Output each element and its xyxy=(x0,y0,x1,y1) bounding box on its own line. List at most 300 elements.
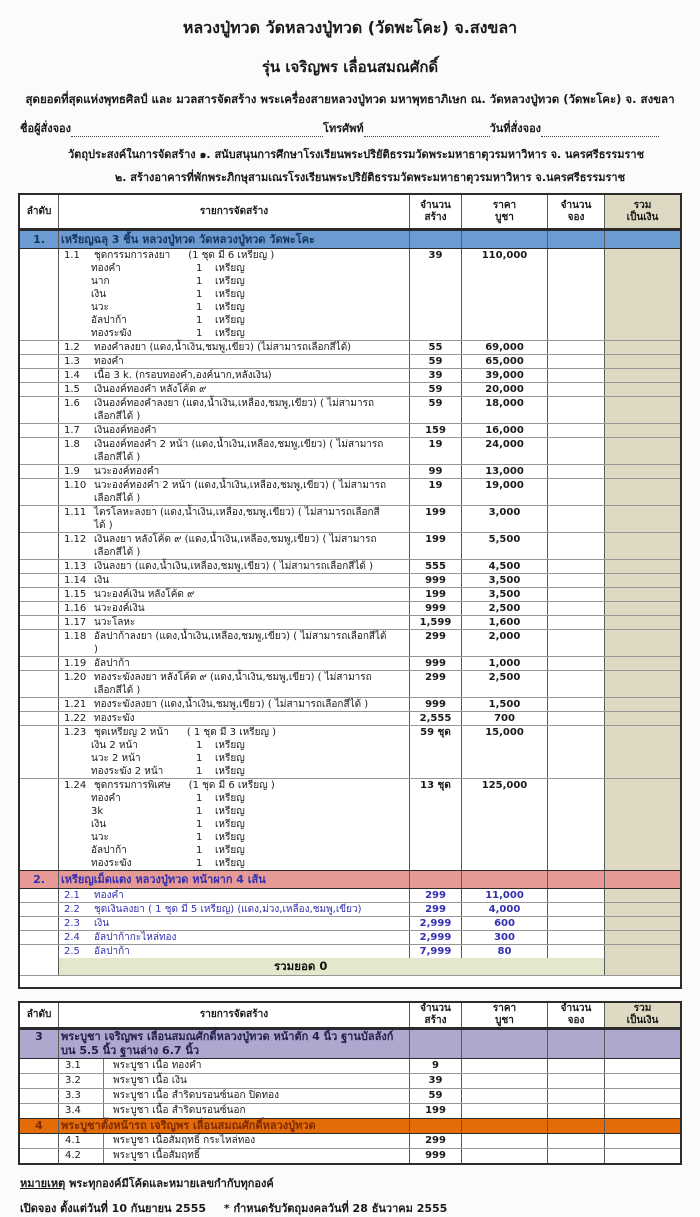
quantity-ordered-cell[interactable] xyxy=(548,506,605,532)
item-cell xyxy=(59,602,410,615)
item-cell xyxy=(59,671,410,697)
section1-title: เหรียญฉลุ 3 ชิ้น หลวงปู่ทวด วัดหลวงปู่ทวด วัดพะโคะ xyxy=(59,231,410,248)
quantity-ordered-cell[interactable] xyxy=(548,465,605,478)
quantity-ordered-cell[interactable] xyxy=(548,698,605,711)
total-amount-cell[interactable] xyxy=(605,560,680,573)
sub-item-name: ทองคำ xyxy=(91,263,121,274)
table-row xyxy=(20,630,680,657)
sub-item-line xyxy=(61,739,407,752)
total-amount-cell[interactable] xyxy=(605,712,680,725)
row-number: 1.22 xyxy=(64,713,87,724)
sub-item-name: ทองระฆัง xyxy=(91,858,132,869)
index-cell xyxy=(20,602,59,615)
quantity-ordered-cell[interactable] xyxy=(548,1074,605,1088)
item-cell xyxy=(59,424,410,437)
price-cell: 4,000 xyxy=(462,903,548,916)
row-number: 2.3 xyxy=(64,918,80,929)
total-amount-cell[interactable] xyxy=(605,1149,680,1163)
note-text: พระทุกองค์มีโค้ดและหมายเลขกำกับทุกองค์ xyxy=(69,1177,274,1190)
index-cell xyxy=(20,1134,59,1148)
purpose-line-1: วัตถุประสงค์ในการจัดสร้าง ๑. สนับสนุนการศึกษาโรงเรียนพระปริยัติธรรมวัดพระมหาธาตุวรมหาวิหาร จ. นครศรีธรรมราช xyxy=(68,148,645,161)
row-number: 3.1 xyxy=(61,1059,104,1073)
row-number: 1.5 xyxy=(64,384,80,395)
item-cell xyxy=(59,1134,410,1148)
col-header-price: ราคา บูชา xyxy=(462,1003,548,1027)
sub-item-line xyxy=(61,831,407,844)
total-amount-cell[interactable] xyxy=(605,671,680,697)
quantity-ordered-cell[interactable] xyxy=(548,671,605,697)
table-row xyxy=(20,588,680,602)
item-description: นวะองค์ทองคำ 2 หน้า (แดง,น้ำเงิน,เหลือง,ชมพู,เขียว) ( ไม่สามารถเลือกสีได้ ) xyxy=(94,480,387,504)
index-cell xyxy=(20,1059,59,1073)
sub-item-line xyxy=(61,805,407,818)
quantity-made-cell: 19 xyxy=(410,438,462,464)
sub-item-qty: 1 xyxy=(196,845,203,856)
col-header-total: รวม เป็นเงิน xyxy=(605,1003,680,1027)
order-info-line xyxy=(20,119,680,137)
item-cell xyxy=(59,560,410,573)
item-cell xyxy=(59,779,410,870)
quantity-ordered-cell[interactable] xyxy=(548,533,605,559)
sub-item-line xyxy=(61,288,407,301)
quantity-made-cell: 199 xyxy=(410,588,462,601)
total-amount-cell[interactable] xyxy=(605,958,680,975)
quantity-ordered-cell[interactable] xyxy=(548,779,605,870)
row-number: 1.24 xyxy=(64,780,87,791)
section4-title: พระบูชาตั้งหน้ารถ เจริญพร เลื่อนสมณศักดิ์หลวงปู่ทวด xyxy=(59,1119,410,1133)
total-amount-cell[interactable] xyxy=(605,465,680,478)
quantity-ordered-cell[interactable] xyxy=(548,945,605,958)
quantity-ordered-cell[interactable] xyxy=(548,383,605,396)
table-row xyxy=(20,1134,680,1149)
row-number: 1.13 xyxy=(64,561,87,572)
sub-item-qty: 1 xyxy=(196,832,203,843)
total-amount-cell[interactable] xyxy=(605,588,680,601)
sub-item-qty: 1 xyxy=(196,766,203,777)
price-cell: 1,600 xyxy=(462,616,548,629)
quantity-made-cell: 299 xyxy=(410,1134,462,1148)
index-cell xyxy=(20,397,59,423)
quantity-made-cell: 999 xyxy=(410,574,462,587)
sub-item-unit: เหรียญ xyxy=(215,806,245,817)
price-cell: 18,000 xyxy=(462,397,548,423)
index-cell xyxy=(20,958,59,975)
sub-item-line xyxy=(61,818,407,831)
table-row xyxy=(20,889,680,903)
index-cell xyxy=(20,369,59,382)
purpose-line-2: ๒. สร้างอาคารที่พักพระภิกษุสามเณรโรงเรียนพระปริยัติธรรมวัดพระมหาธาตุวรมหาวิหาร จ.นครศรีธรรมราช xyxy=(115,171,626,184)
row-number: 4.1 xyxy=(61,1134,104,1148)
quantity-ordered-cell[interactable] xyxy=(548,438,605,464)
section4-header-row xyxy=(20,1118,680,1134)
total-amount-cell[interactable] xyxy=(605,1134,680,1148)
quantity-made-cell: 299 xyxy=(410,671,462,697)
row-number: 3.2 xyxy=(61,1074,104,1088)
sub-items xyxy=(61,792,407,870)
col-header-order: จำนวน จอง xyxy=(548,195,605,228)
sub-item-line xyxy=(61,262,407,275)
col-header-order: จำนวน จอง xyxy=(548,1003,605,1027)
quantity-ordered-cell[interactable] xyxy=(548,341,605,354)
total-amount-cell[interactable] xyxy=(605,616,680,629)
total-amount-cell[interactable] xyxy=(605,917,680,930)
index-cell xyxy=(20,726,59,778)
row-number: 1.20 xyxy=(64,672,87,683)
item-cell xyxy=(59,369,410,382)
table-row xyxy=(20,383,680,397)
total-amount-cell[interactable] xyxy=(605,698,680,711)
item-note: ( 1 ชุด มี 3 เหรียญ ) xyxy=(186,727,277,738)
item-cell xyxy=(59,355,410,368)
item-description: เงินองค์ทองคำลงยา (แดง,น้ำเงิน,เหลือง,ชมพู,เขียว) ( ไม่สามารถเลือกสีได้ ) xyxy=(94,398,375,422)
price-cell: 20,000 xyxy=(462,383,548,396)
total-amount-cell[interactable] xyxy=(605,479,680,505)
table-row xyxy=(20,657,680,671)
total-amount-cell[interactable] xyxy=(605,1104,680,1118)
total-amount-cell[interactable] xyxy=(605,249,680,340)
sub-item-qty: 1 xyxy=(196,315,203,326)
sub-item-qty: 1 xyxy=(196,793,203,804)
quantity-ordered-cell[interactable] xyxy=(548,424,605,437)
sub-item-unit: เหรียญ xyxy=(215,289,245,300)
item-description: นวะองค์ทองคำ xyxy=(94,466,160,477)
row-number: 1.23 xyxy=(64,727,87,738)
quantity-ordered-cell[interactable] xyxy=(548,602,605,615)
quantity-ordered-cell[interactable] xyxy=(548,726,605,778)
item-description: เงินลงยา (แดง,น้ำเงิน,เหลือง,ชมพู,เขียว) ( ไม่สามารถเลือกสีได้ ) xyxy=(94,561,373,572)
sub-items xyxy=(61,739,407,778)
sub-item-unit: เหรียญ xyxy=(215,858,245,869)
sub-items xyxy=(61,262,407,340)
quantity-made-cell: 2,555 xyxy=(410,712,462,725)
sub-item-name: นาก xyxy=(91,276,110,287)
sub-item-qty: 1 xyxy=(196,289,203,300)
item-description: พระบูชา เนื้อสัมฤทธิ์ xyxy=(113,1150,200,1161)
total-amount-cell[interactable] xyxy=(605,1059,680,1073)
item-cell xyxy=(59,588,410,601)
item-cell xyxy=(59,1104,410,1118)
item-cell xyxy=(59,657,410,670)
quantity-made-cell: 59 xyxy=(410,397,462,423)
quantity-ordered-cell[interactable] xyxy=(548,903,605,916)
total-amount-cell[interactable] xyxy=(605,383,680,396)
total-amount-cell[interactable] xyxy=(605,369,680,382)
spacer-row xyxy=(20,976,680,987)
item-cell xyxy=(59,479,410,505)
sub-item-unit: เหรียญ xyxy=(215,740,245,751)
table-row xyxy=(20,1104,680,1118)
sub-item-qty: 1 xyxy=(196,263,203,274)
quantity-ordered-cell[interactable] xyxy=(548,249,605,340)
price-cell: 1,000 xyxy=(462,657,548,670)
row-number: 1.12 xyxy=(64,534,87,545)
item-description: ทองคำ xyxy=(94,890,124,901)
col-header-total: รวม เป็นเงิน xyxy=(605,195,680,228)
sub-item-name: อัลปาก้า xyxy=(91,845,127,856)
total-amount-cell[interactable] xyxy=(605,779,680,870)
table-row xyxy=(20,726,680,779)
table-row xyxy=(20,397,680,424)
price-cell: 13,000 xyxy=(462,465,548,478)
booking-line xyxy=(20,1199,700,1217)
sub-item-name: ทองระฆัง xyxy=(91,328,132,339)
quantity-made-cell: 999 xyxy=(410,698,462,711)
index-cell xyxy=(20,712,59,725)
quantity-made-cell: 59 xyxy=(410,355,462,368)
table-row xyxy=(20,602,680,616)
quantity-made-cell: 999 xyxy=(410,1149,462,1163)
sub-item-line xyxy=(61,327,407,340)
total-amount-cell[interactable] xyxy=(605,657,680,670)
quantity-ordered-cell[interactable] xyxy=(548,1104,605,1118)
quantity-ordered-cell[interactable] xyxy=(548,712,605,725)
price-cell: 600 xyxy=(462,917,548,930)
item-description: ชุดเงินลงยา ( 1 ชุด มี 5 เหรียญ) (แดง,ม่วง,เหลือง,ชมพู,เขียว) xyxy=(94,904,362,915)
item-cell xyxy=(59,1149,410,1163)
quantity-ordered-cell[interactable] xyxy=(548,1089,605,1103)
item-description: ทองระฆังลงยา หลังโค้ด ๙ (แดง,น้ำเงิน,ชมพู,เขียว) ( ไม่สามารถเลือกสีได้ ) xyxy=(94,672,372,696)
table-row xyxy=(20,616,680,630)
quantity-made-cell: 55 xyxy=(410,341,462,354)
index-cell xyxy=(20,616,59,629)
phone-field[interactable] xyxy=(364,124,490,137)
sub-item-line xyxy=(61,857,407,870)
index-cell xyxy=(20,889,59,902)
row-number: 1.3 xyxy=(64,356,80,367)
price-cell: 39,000 xyxy=(462,369,548,382)
price-cell xyxy=(462,1059,548,1073)
item-note: (1 ชุด มี 6 เหรียญ ) xyxy=(188,250,275,261)
price-cell: 65,000 xyxy=(462,355,548,368)
table-row xyxy=(20,479,680,506)
row-number: 1.17 xyxy=(64,617,87,628)
sub-item-qty: 1 xyxy=(196,858,203,869)
quantity-ordered-cell[interactable] xyxy=(548,657,605,670)
item-description: ทองระฆัง xyxy=(94,713,135,724)
quantity-ordered-cell[interactable] xyxy=(548,574,605,587)
total-amount-cell[interactable] xyxy=(605,889,680,902)
note-line xyxy=(20,1174,700,1192)
index-cell xyxy=(20,479,59,505)
col-header-index: ลำดับ xyxy=(20,1003,59,1027)
table2-header-row xyxy=(20,1003,680,1029)
price-cell: 4,500 xyxy=(462,560,548,573)
section3-header-row xyxy=(20,1029,680,1059)
quantity-made-cell: 99 xyxy=(410,465,462,478)
item-description: พระบูชา เนื้อ เงิน xyxy=(113,1075,187,1086)
row-number: 1.8 xyxy=(64,439,80,450)
item-description: ทองระฆังลงยา (แดง,น้ำเงิน,ชมพู,เขียว) ( ไม่สามารถเลือกสีได้ ) xyxy=(94,699,369,710)
sub-item-qty: 1 xyxy=(196,806,203,817)
sub-item-line xyxy=(61,301,407,314)
total-amount-cell[interactable] xyxy=(605,438,680,464)
row-number: 2.2 xyxy=(64,904,80,915)
table-row xyxy=(20,712,680,726)
table-row xyxy=(20,1149,680,1163)
quantity-ordered-cell[interactable] xyxy=(548,397,605,423)
quantity-ordered-cell[interactable] xyxy=(548,616,605,629)
item-description: ชุดกรรมการลงยา xyxy=(94,250,171,261)
total-amount-cell[interactable] xyxy=(605,533,680,559)
row-number: 1.9 xyxy=(64,466,80,477)
item-cell xyxy=(59,726,410,778)
total-amount-cell[interactable] xyxy=(605,931,680,944)
item-cell xyxy=(59,438,410,464)
quantity-made-cell: 9 xyxy=(410,1059,462,1073)
quantity-ordered-cell[interactable] xyxy=(548,931,605,944)
item-description: ชุดกรรมการพิเศษ xyxy=(94,780,171,791)
total-amount-cell[interactable] xyxy=(605,1089,680,1103)
index-cell xyxy=(20,588,59,601)
total-amount-cell[interactable] xyxy=(605,397,680,423)
table-row xyxy=(20,424,680,438)
row-number: 1.14 xyxy=(64,575,87,586)
total-amount-cell[interactable] xyxy=(605,1074,680,1088)
date-label: วันที่สั่งจอง xyxy=(489,122,542,135)
section1-header-row xyxy=(20,230,680,249)
index-cell xyxy=(20,574,59,587)
quantity-ordered-cell[interactable] xyxy=(548,917,605,930)
row-number: 1.19 xyxy=(64,658,87,669)
row-number: 4.2 xyxy=(61,1149,104,1163)
table-row xyxy=(20,1074,680,1089)
table-row xyxy=(20,1089,680,1104)
section2-rows xyxy=(20,889,680,958)
item-cell xyxy=(59,889,410,902)
total-amount-cell[interactable] xyxy=(605,506,680,532)
item-description: เงินองค์ทองคำ หลังโค้ด ๙ xyxy=(94,384,207,395)
quantity-made-cell: 199 xyxy=(410,1104,462,1118)
sub-item-line xyxy=(61,314,407,327)
col-header-item: รายการจัดสร้าง xyxy=(59,195,410,228)
sub-item-unit: เหรียญ xyxy=(215,766,245,777)
quantity-ordered-cell[interactable] xyxy=(548,1059,605,1073)
page-subtitle: รุ่น เจริญพร เลื่อนสมณศักดิ์ xyxy=(261,58,439,76)
item-description: นวะองค์เงิน หลังโค้ด ๙ xyxy=(94,589,195,600)
quantity-ordered-cell[interactable] xyxy=(548,889,605,902)
item-cell xyxy=(59,945,410,958)
quantity-made-cell: 59 ชุด xyxy=(410,726,462,778)
item-cell xyxy=(59,383,410,396)
item-cell xyxy=(59,1074,410,1088)
total-amount-cell[interactable] xyxy=(605,424,680,437)
sub-item-unit: เหรียญ xyxy=(215,845,245,856)
sub-item-line xyxy=(61,792,407,805)
quantity-ordered-cell[interactable] xyxy=(548,1149,605,1163)
price-cell: 110,000 xyxy=(462,249,548,340)
total-amount-cell[interactable] xyxy=(605,903,680,916)
sub-item-unit: เหรียญ xyxy=(215,263,245,274)
row-number: 1.11 xyxy=(64,507,87,518)
quantity-ordered-cell[interactable] xyxy=(548,479,605,505)
sub-item-qty: 1 xyxy=(196,753,203,764)
price-cell: 80 xyxy=(462,945,548,958)
price-cell xyxy=(462,1074,548,1088)
table-row xyxy=(20,465,680,479)
table-row xyxy=(20,903,680,917)
item-cell xyxy=(59,1089,410,1103)
quantity-ordered-cell[interactable] xyxy=(548,1134,605,1148)
total-amount-cell[interactable] xyxy=(605,630,680,656)
section4-number: 4 xyxy=(20,1119,59,1133)
item-description: เงิน xyxy=(94,918,110,929)
sub-item-line xyxy=(61,275,407,288)
sub-item-name: เงิน 2 หน้า xyxy=(91,740,138,751)
index-cell xyxy=(20,945,59,958)
index-cell xyxy=(20,1089,59,1103)
quantity-made-cell: 59 xyxy=(410,1089,462,1103)
price-cell: 19,000 xyxy=(462,479,548,505)
table-row xyxy=(20,506,680,533)
total-amount-cell[interactable] xyxy=(605,574,680,587)
total-amount-cell[interactable] xyxy=(605,726,680,778)
index-cell xyxy=(20,1104,59,1118)
item-cell xyxy=(59,465,410,478)
total-amount-cell[interactable] xyxy=(605,341,680,354)
item-description: นวะโลหะ xyxy=(94,617,136,628)
table-row xyxy=(20,917,680,931)
quantity-ordered-cell[interactable] xyxy=(548,588,605,601)
price-cell: 3,500 xyxy=(462,574,548,587)
name-field[interactable] xyxy=(71,124,323,137)
table-row xyxy=(20,533,680,560)
item-description: ทองคำ xyxy=(94,356,124,367)
total-amount-cell[interactable] xyxy=(605,355,680,368)
quantity-made-cell: 39 xyxy=(410,369,462,382)
name-label: ชื่อผู้สั่งจอง xyxy=(20,122,72,135)
quantity-made-cell: 19 xyxy=(410,479,462,505)
quantity-ordered-cell[interactable] xyxy=(548,369,605,382)
row-number: 2.1 xyxy=(64,890,80,901)
tagline: สุดยอดที่สุดแห่งพุทธศิลป์ และ มวลสารจัดสร้าง พระเครื่องสายหลวงปู่ทวด มหาพุทธาภิเษก ณ. วัดหลวงปู่ทวด (วัดพะโคะ) จ. สงขลา xyxy=(25,92,675,106)
booking-open-text: เปิดจอง ตั้งแต่วันที่ 10 กันยายน 2555 xyxy=(20,1202,207,1215)
total-amount-cell[interactable] xyxy=(605,602,680,615)
total-amount-cell[interactable] xyxy=(605,945,680,958)
index-cell xyxy=(20,657,59,670)
price-cell: 700 xyxy=(462,712,548,725)
item-description: ไตรโลหะลงยา (แดง,น้ำเงิน,เหลือง,ชมพู,เขียว) ( ไม่สามารถเลือกสีได้ ) xyxy=(94,507,380,531)
quantity-ordered-cell[interactable] xyxy=(548,560,605,573)
row-number: 1.1 xyxy=(64,250,80,261)
price-cell: 1,500 xyxy=(462,698,548,711)
price-cell: 24,000 xyxy=(462,438,548,464)
item-description: พระบูชา เนื้อ สำริดบรอนซ์นอก ปิดทอง xyxy=(113,1090,280,1101)
item-description: เงินองค์ทองคำ 2 หน้า (แดง,น้ำเงิน,เหลือง,ชมพู,เขียว) ( ไม่สามารถเลือกสีได้ ) xyxy=(94,439,384,463)
page-title: หลวงปู่ทวด วัดหลวงปู่ทวด (วัดพะโคะ) จ.สงขลา xyxy=(182,18,518,37)
table-row xyxy=(20,574,680,588)
price-cell: 2,500 xyxy=(462,671,548,697)
table-row xyxy=(20,945,680,958)
quantity-ordered-cell[interactable] xyxy=(548,355,605,368)
price-cell: 16,000 xyxy=(462,424,548,437)
index-cell xyxy=(20,1074,59,1088)
section2-number: 2. xyxy=(20,871,59,888)
section1-rows xyxy=(20,249,680,870)
quantity-made-cell: 159 xyxy=(410,424,462,437)
quantity-made-cell: 2,999 xyxy=(410,931,462,944)
quantity-ordered-cell[interactable] xyxy=(548,630,605,656)
table-row xyxy=(20,355,680,369)
price-cell: 5,500 xyxy=(462,533,548,559)
row-number: 1.21 xyxy=(64,699,87,710)
item-description: อัลปาก้า xyxy=(94,946,130,957)
grand-total-row xyxy=(20,958,680,976)
table1-header-row xyxy=(20,195,680,230)
index-cell xyxy=(20,917,59,930)
index-cell xyxy=(20,383,59,396)
price-cell: 3,500 xyxy=(462,588,548,601)
date-field[interactable] xyxy=(541,124,659,137)
